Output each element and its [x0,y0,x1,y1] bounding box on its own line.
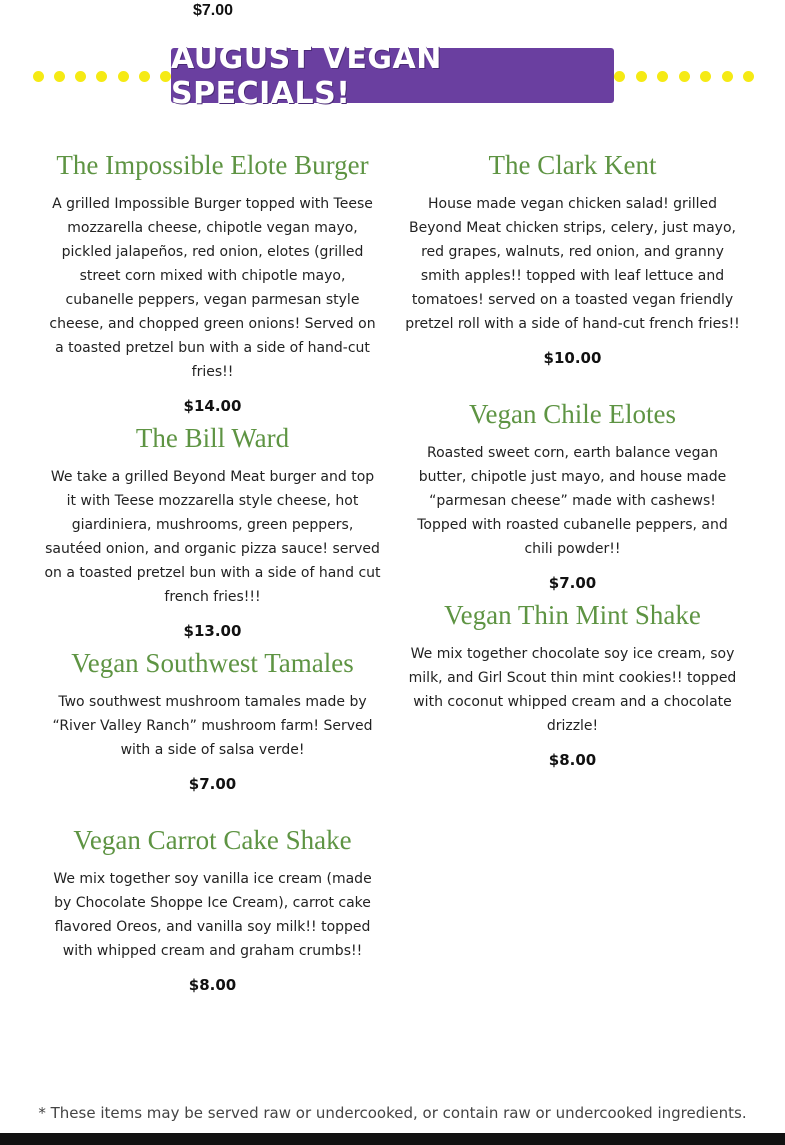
bottom-bar [0,1133,785,1145]
menu-item-price: $10.00 [543,349,602,367]
menu-item [44,146,381,419]
menu-column-right [404,146,741,772]
menu-item-description: We mix together soy vanilla ice cream (made by Chocolate Shoppe Ice Cream), carrot cake flavored Oreos, and vanilla soy milk!! topped with whipped cream and graham crumbs!! [53,871,372,959]
dot-icon [657,71,668,82]
dot-icon [722,71,733,82]
banner-title: AUGUST VEGAN SPECIALS! [171,40,442,111]
footnote: * These items may be served raw or undercooked, or contain raw or undercooked ingredients. [38,1104,747,1122]
menu-item-price: $14.00 [183,397,242,415]
specials-banner [171,40,614,111]
menu-item-price: $13.00 [183,622,242,640]
menu-item-name: Vegan Chile Elotes [469,399,676,429]
menu-item-price: $7.00 [188,775,237,793]
menu-item-name: Vegan Thin Mint Shake [444,600,701,630]
menu-item [44,419,381,644]
menu-item-description: We mix together chocolate soy ice cream, soy milk, and Girl Scout thin mint cookies!! topped with coconut whipped cream and a chocolate drizzle! [408,646,737,734]
menu-item [404,395,741,596]
previous-item-price: $7.00 [192,2,234,19]
dot-icon [118,71,129,82]
menu-item-price: $8.00 [548,751,597,769]
dot-icon [96,71,107,82]
decorative-dots-right [614,71,754,83]
specials-banner-row [0,40,785,111]
dot-icon [54,71,65,82]
menu-item [44,644,381,821]
menu-item-name: Vegan Carrot Cake Shake [73,825,352,855]
menu-item-description: Roasted sweet corn, earth balance vegan butter, chipotle just mayo, and house made “parmesan cheese” made with cashews! Topped with roasted cubanelle peppers, and chili powder!! [417,445,728,557]
decorative-dots-left [33,71,171,83]
menu-item-description: House made vegan chicken salad! grilled Beyond Meat chicken strips, celery, just mayo, red grapes, walnuts, red onion, and granny smith apples!! topped with leaf lettuce and tomatoes! served on a toasted vegan friendly pretzel roll with a side of hand-cut french fries!! [405,196,740,332]
menu-item [404,146,741,395]
dot-icon [139,71,150,82]
menu-item-price: $8.00 [188,976,237,994]
dot-icon [743,71,754,82]
menu-item-price: $7.00 [548,574,597,592]
menu-item-name: Vegan Southwest Tamales [71,648,354,678]
menu-item-name: The Clark Kent [488,150,657,180]
menu-item-name: The Impossible Elote Burger [56,150,369,180]
menu-item-name: The Bill Ward [135,423,290,453]
menu-item-description: Two southwest mushroom tamales made by “River Valley Ranch” mushroom farm! Served with a side of salsa verde! [52,694,373,758]
dot-icon [75,71,86,82]
menu-item [404,596,741,772]
menu-item-description: We take a grilled Beyond Meat burger and top it with Teese mozzarella style cheese, hot giardiniera, mushrooms, green peppers, sautéed onion, and organic pizza sauce! served on a toasted pretzel bun with a side of hand cut french fries!!! [44,469,381,605]
menu-item [44,821,381,997]
dot-icon [33,71,44,82]
menu-column-left [44,146,381,997]
menu-item-description: A grilled Impossible Burger topped with Teese mozzarella cheese, chipotle vegan mayo, pickled jalapeños, red onion, elotes (grilled street corn mixed with chipotle mayo, cubanelle peppers, vegan parmesan style cheese, and chopped green onions! Served on a toasted pretzel bun with a side of hand-cut fries!! [49,196,376,380]
dot-icon [160,71,171,82]
dot-icon [700,71,711,82]
dot-icon [636,71,647,82]
dot-icon [614,71,625,82]
dot-icon [679,71,690,82]
